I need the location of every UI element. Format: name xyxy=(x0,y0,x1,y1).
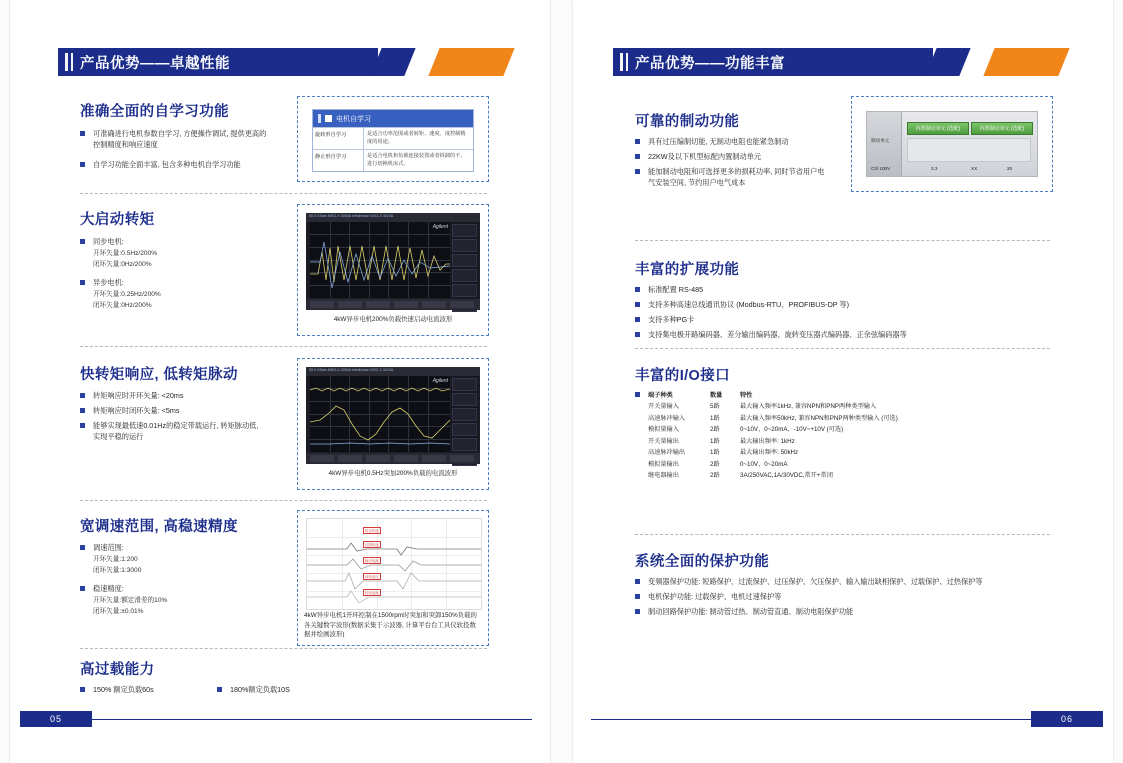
sub-text: 闭环矢量:±0.01% xyxy=(93,607,144,615)
device-left-label: 制动单元 xyxy=(871,138,890,143)
section-title-io: 丰富的I/O接口 xyxy=(635,368,731,384)
scope-bottombar xyxy=(306,453,480,464)
scope-grid xyxy=(310,222,450,298)
window-icon-square xyxy=(325,115,332,122)
header-skew-orange xyxy=(983,48,1069,76)
col-header-type: 端子种类 xyxy=(648,392,673,399)
scope-topbar: 50.0 GSa/s MSO-X 3054A Infiniivision DSO-X 3024A xyxy=(306,367,480,376)
divider xyxy=(635,534,1050,535)
chart-annotation: 转矩电流 xyxy=(365,591,379,595)
scope-brand-logo: Agilent xyxy=(432,378,448,384)
cell-spec: 最大输入频率1kHz, 兼容NPN和PNP两种类型输入 xyxy=(740,403,877,411)
cell-count: 2路 xyxy=(710,426,720,434)
bullet: 能够实现最低速0.01Hz的稳定带载运行, 转矩脉动低, 实现平稳的运行 xyxy=(80,420,265,442)
section-title-self-learning: 准确全面的自学习功能 xyxy=(80,104,229,120)
header-tick-2 xyxy=(626,53,628,71)
overload-bullet-1 xyxy=(80,684,200,699)
cell-count: 2路 xyxy=(710,460,720,468)
io-table xyxy=(648,390,978,482)
figure-caption: 4kW异步电机200%负载快速启动电流波形 xyxy=(333,316,453,323)
cell-spec: 3A/250VAC,1A/30VDC,常开+常闭 xyxy=(740,472,833,480)
row-desc: 是适合功率范围或者转矩、速度、度控制精度的用途。 xyxy=(367,131,466,145)
col-header-spec: 特性 xyxy=(740,392,753,399)
speed-range-chart xyxy=(306,518,482,610)
expansion-bullets xyxy=(635,284,965,345)
table-row xyxy=(648,436,978,447)
bullet: 180%额定负载10S xyxy=(217,684,367,695)
window-icon xyxy=(318,114,321,123)
oscilloscope-screenshot-1 xyxy=(306,213,480,310)
self-learning-window-title: 电机自学习 xyxy=(336,115,371,123)
cell-count: 1路 xyxy=(710,414,720,422)
sub-text: 开环矢量:0.5Hz/200% xyxy=(93,250,158,258)
table-row xyxy=(313,149,473,171)
scope-sidebar xyxy=(451,222,478,298)
bullet: 22KW及以下机型标配内置制动单元 xyxy=(635,151,830,162)
brake-unit-bar-1: 内置制动单元 (选配) xyxy=(907,122,969,135)
device-tick-3: 20 xyxy=(1007,166,1013,171)
sub-text: 开环矢量:1:200 xyxy=(93,556,138,564)
bullet: 电机保护功能: 过载保护、电机过速保护等 xyxy=(635,591,1035,602)
table-row xyxy=(648,459,978,470)
table-row xyxy=(648,470,978,481)
scope-brand-logo: Agilent xyxy=(432,224,448,230)
cell-type: 模拟量输入 xyxy=(648,426,679,434)
figure-caption: 4kW异步电机1开环控制在1500rpm时突加和突卸150%负载的各关键数字波形(数据采集于示波器, 计算平台台工具仪软投数据并绘画波形) xyxy=(304,612,477,639)
scope-sidebar xyxy=(451,376,478,452)
chart-annotation: 母线电压 xyxy=(365,575,379,579)
bullet: 调速范围: xyxy=(80,542,260,553)
table-row xyxy=(648,401,978,412)
header-skew-orange xyxy=(428,48,514,76)
col-header-count: 数量 xyxy=(710,392,723,399)
scope-topbar: 50.0 GSa/s MSO-X 3054A Infiniivision DSO-X 3024A xyxy=(306,213,480,222)
section-title-starting-torque: 大启动转矩 xyxy=(80,212,155,228)
cell-type: 高速脉冲输出 xyxy=(648,449,686,457)
table-row xyxy=(648,413,978,424)
table-row xyxy=(648,424,978,435)
chart-traces xyxy=(307,519,481,609)
cell-count: 1路 xyxy=(710,437,720,445)
drive-device-graphic xyxy=(866,111,1038,177)
page-number-left: 05 xyxy=(20,711,92,727)
scope-bottombar xyxy=(306,299,480,310)
right-header xyxy=(613,48,1058,76)
divider xyxy=(635,348,1050,349)
divider xyxy=(80,193,487,194)
table-header-row xyxy=(648,390,978,401)
bullet: 支持集电极开路编码器、差分输出编码器、旋转变压器式编码器、正余弦编码器等 xyxy=(635,329,965,340)
figure-caption: 4kW异步电机0.5Hz突加200%负载的电流波形 xyxy=(328,470,458,477)
self-learning-window xyxy=(312,109,474,172)
bullet: 自学习功能全面丰富, 包含多种电机自学习功能 xyxy=(80,159,270,170)
section-title-torque-response: 快转矩响应, 低转矩脉动 xyxy=(80,367,238,383)
bullet: 150% 额定负载60s xyxy=(80,684,200,695)
device-body xyxy=(907,138,1031,162)
footer-rule-left xyxy=(92,719,532,720)
bullet: 可准确进行电机参数自学习, 方便操作调试, 提供更高的控制精度和响应速度 xyxy=(80,128,270,150)
speed-range-bullets xyxy=(80,542,260,618)
device-tick-2: XX xyxy=(971,166,978,171)
self-learning-bullets xyxy=(80,128,270,174)
table-row xyxy=(313,127,473,149)
overload-bullet-2 xyxy=(217,684,367,699)
scope-trace xyxy=(310,376,450,452)
row-name: 静止形自学习 xyxy=(313,150,364,171)
sub-text: 闭环矢量:1:3000 xyxy=(93,566,142,574)
section-title-speed-range: 宽调速范围, 高稳速精度 xyxy=(80,519,238,535)
io-bullet-marker xyxy=(635,392,648,400)
cell-type: 开关量输入 xyxy=(648,403,679,411)
table-row xyxy=(648,447,978,458)
bullet: 同步电机: xyxy=(80,236,260,247)
header-tick-2 xyxy=(71,53,73,71)
cell-spec: 0~10V、0~20mA、-10V~+10V (可选) xyxy=(740,426,844,434)
chart-annotation: 反馈转速 xyxy=(365,543,379,547)
bullet: 标准配置 RS-485 xyxy=(635,284,965,295)
bullet: 变频器保护功能: 短路保护、过流保护、过压保护、欠压保护、输入输出缺相保护、过载保护、过热保护等 xyxy=(635,576,1035,587)
bullet: 能加制动电阻和可选择更多的损耗功率, 同时节省用户电气安装空间, 节约用户电气成本 xyxy=(635,166,830,188)
cell-spec: 0~10V、0~20mA xyxy=(740,460,788,468)
bullet: 支持多种高速总线通讯协议 (Modbus-RTU、PROFIBUS-DP 等) xyxy=(635,299,965,310)
page-right xyxy=(573,0,1113,763)
cell-spec: 最大输出频率: 1kHz xyxy=(740,437,795,445)
left-header-title: 产品优势——卓越性能 xyxy=(80,56,230,72)
section-title-braking: 可靠的制动功能 xyxy=(635,114,740,130)
sub-text: 闭环矢量:0Hz/200% xyxy=(93,260,152,268)
header-tick-1 xyxy=(620,53,623,71)
speed-range-figure xyxy=(297,510,489,646)
self-learning-window-titlebar xyxy=(313,110,473,127)
bullet: 具有过压编制切能, 无制动电阻也能紧急制动 xyxy=(635,136,830,147)
section-title-expansion: 丰富的扩展功能 xyxy=(635,262,740,278)
bullet: 制动回路保护功能: 制动管过热、制动管直通、制动电阻保护功能 xyxy=(635,606,1035,617)
oscilloscope-screenshot-2 xyxy=(306,367,480,464)
bullet: 异步电机: xyxy=(80,277,260,288)
device-tick-1: 3.3 xyxy=(931,166,938,171)
left-header xyxy=(58,48,503,76)
sub-text: 开环矢量:0.25Hz/200% xyxy=(93,291,161,299)
scope-trace xyxy=(310,222,450,298)
bullet: 转矩响应时闭环矢量: <5ms xyxy=(80,405,265,416)
cell-count: 1路 xyxy=(710,449,720,457)
sub-text: 闭环矢量:0Hz/200% xyxy=(93,301,152,309)
section-title-protection: 系统全面的保护功能 xyxy=(635,554,770,570)
starting-torque-figure xyxy=(297,204,489,336)
braking-figure xyxy=(851,96,1053,192)
chart-annotation: 给定转速 xyxy=(365,529,379,533)
device-tick-0: Ctrl 100V xyxy=(871,166,891,171)
chart-annotation: 输出电流 xyxy=(365,559,379,563)
page-number-right: 06 xyxy=(1031,711,1103,727)
self-learning-figure xyxy=(297,96,489,182)
divider xyxy=(80,648,487,649)
divider xyxy=(80,346,487,347)
header-tick-1 xyxy=(65,53,68,71)
cell-count: 2路 xyxy=(710,472,720,480)
right-header-title: 产品优势——功能丰富 xyxy=(635,56,785,72)
bullet: 稳速精度: xyxy=(80,583,260,594)
cell-count: 5路 xyxy=(710,403,720,411)
divider xyxy=(80,500,487,501)
footer-rule-right xyxy=(591,719,1031,720)
cell-type: 开关量输出 xyxy=(648,437,679,445)
starting-torque-bullets xyxy=(80,236,260,312)
row-desc: 是适合电机和负载连接装置或者拆卸的不、进行切换机床式。 xyxy=(367,153,466,167)
scope-grid xyxy=(310,376,450,452)
cell-type: 继电器输出 xyxy=(648,472,679,480)
cell-type: 高速脉冲输入 xyxy=(648,414,686,422)
page-left xyxy=(10,0,550,763)
torque-response-figure xyxy=(297,358,489,490)
brake-unit-bar-2: 内置制动单元 (选配) xyxy=(971,122,1033,135)
row-name: 旋转形自学习 xyxy=(313,128,364,149)
bullet: 转矩响应时开环矢量: <20ms xyxy=(80,390,265,401)
torque-response-bullets xyxy=(80,390,265,447)
protection-bullets xyxy=(635,576,1035,621)
section-title-overload: 高过载能力 xyxy=(80,662,155,678)
cell-spec: 最大输出频率: 50kHz xyxy=(740,449,799,457)
bullet: 支持多种PG卡 xyxy=(635,314,965,325)
cell-type: 模拟量输出 xyxy=(648,460,679,468)
sub-text: 开环矢量:额定滑差的10% xyxy=(93,597,168,605)
divider xyxy=(635,240,1050,241)
cell-spec: 最大输入频率50kHz, 兼容NPN和PNP两种类型输入 (可选) xyxy=(740,414,898,422)
braking-bullets xyxy=(635,136,830,193)
